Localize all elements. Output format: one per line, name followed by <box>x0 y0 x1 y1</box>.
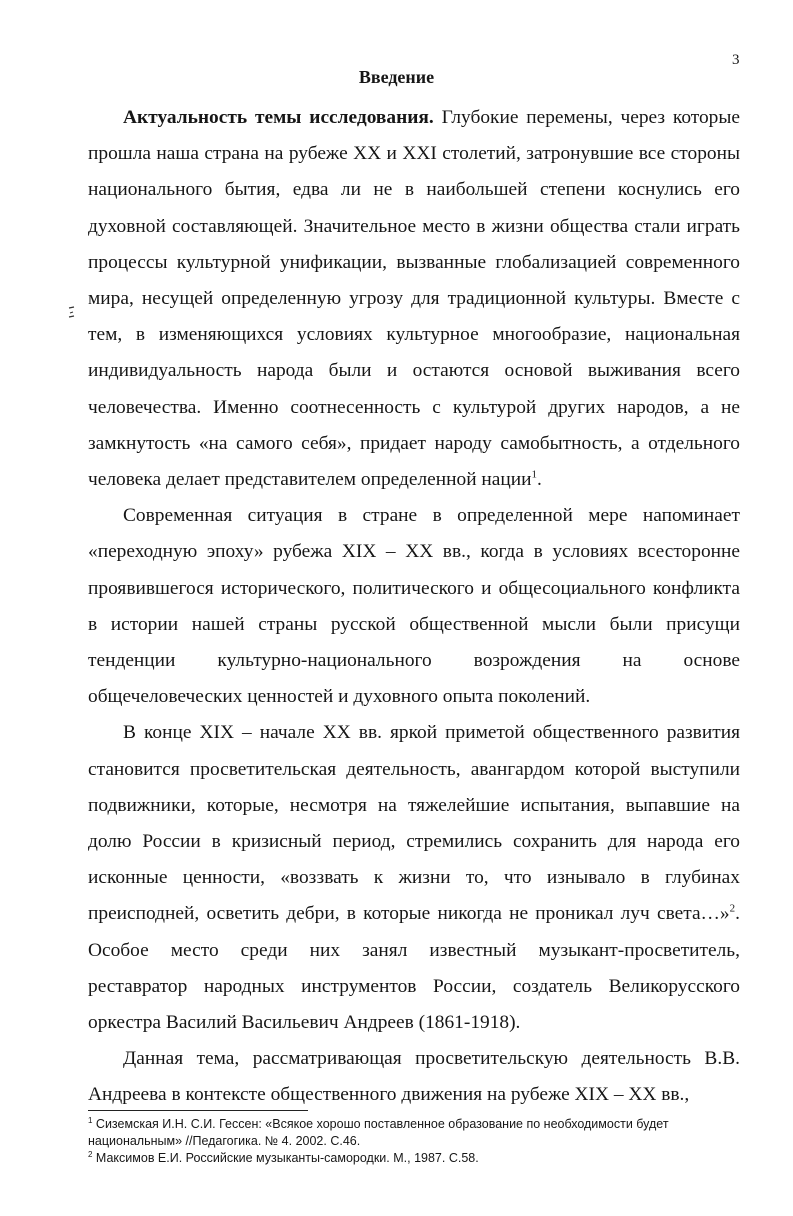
footnote-reference: 1 <box>531 468 538 481</box>
footnote-2 <box>88 1150 688 1167</box>
footnote-mark: 1 <box>88 1115 93 1125</box>
footnote-1 <box>88 1116 688 1150</box>
footnotes <box>88 1116 688 1167</box>
paragraph-relevance <box>88 100 740 498</box>
paragraph-text: В конце XIX – начале XX вв. яркой приметой общественного развития становится просветительская деятельность, авангардом которой выступили подвижники, которые, несмотря на тяжелейшие испытания, выпавшие на долю России в кризисный период, стремились сохранить для народа его исконные ценности, «воззвать к жизни то, что изнывало в глубинах преисподней, осветить дебри, в которые никогда не проникал луч света…» <box>88 722 740 925</box>
paragraph-text: Данная тема, рассматривающая просветительскую деятельность В.В. Андреева в контексте общественного движения на рубеже XIX – XX вв., <box>88 1048 740 1106</box>
paragraph-situation <box>88 498 740 715</box>
paragraph-tail: . <box>537 469 542 491</box>
page-number: 3 <box>732 52 740 68</box>
footnote-text: Максимов Е.И. Российские музыканты-самородки. М., 1987. С.58. <box>92 1151 479 1165</box>
footnote-text: Сиземская И.Н. С.И. Гессен: «Всякое хорошо поставленное образование по необходимости будет национальным» //Педагогика. № 4. 2002. С.46. <box>88 1117 669 1148</box>
footnote-divider <box>88 1110 308 1111</box>
paragraph-enlightenment <box>88 715 740 1041</box>
footnote-reference: 2 <box>729 903 736 915</box>
section-heading: Введение <box>358 67 435 87</box>
paragraph-text: Современная ситуация в стране в определенной мере напоминает «переходную эпоху» рубежа XIX – XX вв., когда в условиях всесторонне проявившегося исторического, политического и общесоциального конфликта в истории нашей страны русской общественной мысли были присущи тенденции культурно-национального возрождения на основе общечеловеческих ценностей и духовного опыта поколений. <box>88 505 740 708</box>
body-text <box>88 100 740 1114</box>
paragraph-text: Глубокие перемены, через которые прошла наша страна на рубеже XX и XXI столетий, затронувшие все стороны национального бытия, едва ли не в наибольшей степени коснулись его духовной составляющей. Значительное место в жизни общества стали играть процессы культурной унификации, вызванные глобализацией современного мира, несущей определенную угрозу для традиционной культуры. Вместе с тем, в изменяющихся условиях культурное многообразие, национальная индивидуальность народа были и остаются основой выживания всего человечества. Именно соотнесенность с культурой других народов, а не замкнутость «на самого себя», придает народу самобытность, а отдельного человека делает представителем определенной нации <box>88 107 740 491</box>
paragraph-topic <box>88 1041 740 1113</box>
footnote-mark: 2 <box>88 1149 93 1159</box>
paragraph-lead-bold: Актуальность темы исследования. <box>123 107 434 128</box>
paragraph-tail: . Особое место среди них занял известный музыкант-просветитель, реставратор народных инструментов России, создатель Великорусского оркестра Василий Васильевич Андреев (1861-1918). <box>88 903 740 1034</box>
margin-scan-mark <box>68 306 75 318</box>
